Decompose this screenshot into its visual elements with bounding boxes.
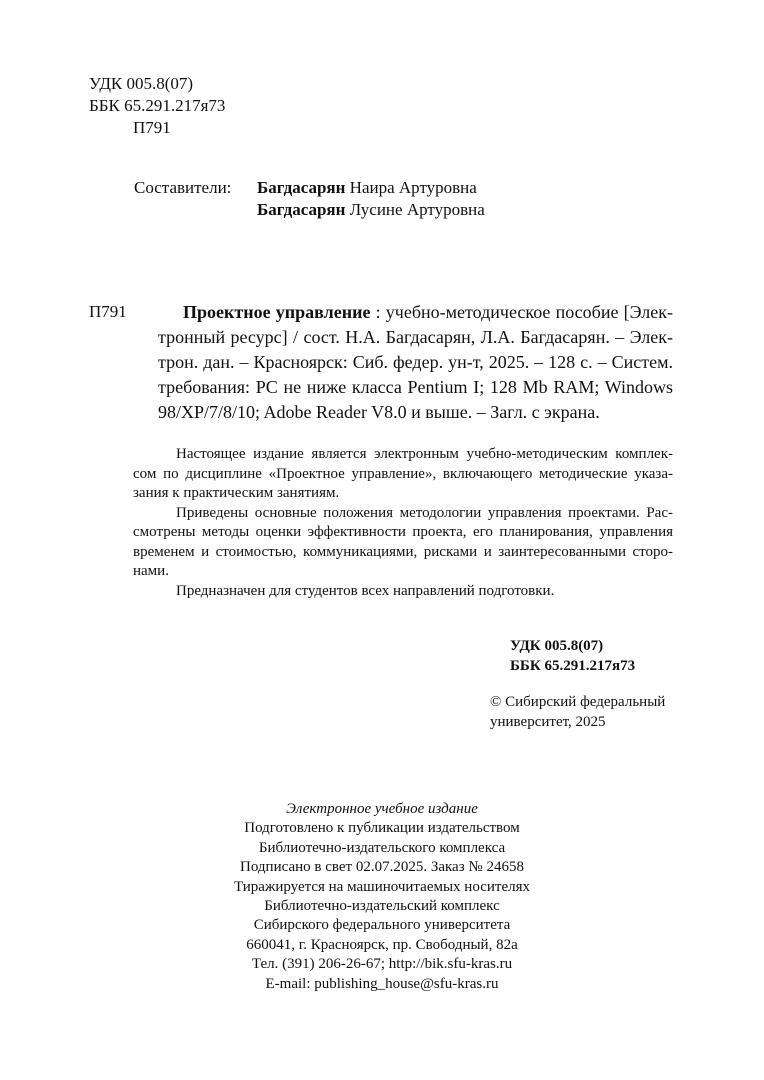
bbk-top: ББК 65.291.217я73 — [89, 96, 226, 115]
author-mark-top: П791 — [133, 118, 171, 137]
compiler-2-surname: Багдасарян — [257, 200, 346, 219]
imprint — [182, 800, 582, 994]
abstract-line: зания к практическим занятиям. — [133, 485, 340, 501]
abstract-line: Предназначен для студентов всех направлений подготовки. — [176, 582, 555, 599]
imprint-email: E-mail: publishing_house@sfu-kras.ru — [265, 975, 499, 992]
abstract-line: Приведены основные положения методологии управления проектами. Рас- — [176, 504, 673, 521]
abstract-line: сом по дисциплине «Проектное управление», включающего методические указа- — [133, 465, 673, 482]
biblio-line: 98/XP/7/8/10; Adobe Reader V8.0 и выше. – Загл. с экрана. — [158, 402, 600, 422]
udk-bottom: УДК 005.8(07) — [510, 638, 604, 654]
book-title: Проектное управление — [183, 302, 371, 322]
abstract-line: временем и стоимостью, коммуникациями, рисками и заинтересованными сторо- — [133, 543, 673, 560]
biblio-line: требования: PC не ниже класса Pentium I; 128 Mb RAM; Windows — [158, 377, 673, 397]
biblio-line-1 — [183, 300, 673, 325]
edition-type: Электронное учебное издание — [286, 801, 478, 817]
biblio-line-1-text: Проектное управление : учебно-методическое пособие [Элек- — [183, 302, 673, 322]
imprint-line: Подписано в свет 02.07.2025. Заказ № 24658 — [240, 859, 524, 876]
abstract-line: Настоящее издание является электронным учебно-методическим комплек- — [176, 446, 673, 462]
abstract-line: смотрены методы оценки эффективности проекта, его планирования, управления — [133, 524, 673, 540]
compiler-1 — [257, 178, 477, 198]
imprint-line: Библиотечно-издательского комплекса — [258, 839, 506, 856]
bbk-bottom: ББК 65.291.217я73 — [510, 658, 636, 674]
udk-top: УДК 005.8(07) — [89, 74, 194, 93]
imprint-line: 660041, г. Красноярск, пр. Свободный, 82а — [246, 936, 518, 953]
imprint-line: Библиотечно-издательский комплекс — [264, 898, 500, 915]
biblio-lines — [158, 325, 673, 425]
biblio-line: тронный ресурс] / сост. Н.А. Багдасарян, Л.А. Багдасарян. – Элек- — [158, 327, 673, 347]
compiler-2 — [257, 200, 485, 220]
imprint-line: Сибирского федерального университета — [253, 917, 511, 934]
compilers-label: Составители: — [134, 178, 232, 197]
imprint-line: Тел. (391) 206-26-67; http://bik.sfu-kras.ru — [251, 956, 513, 973]
copyright-line-1: © Сибирский федеральный — [490, 694, 666, 710]
imprint-line: Тиражируется на машиночитаемых носителях — [233, 878, 530, 895]
compiler-1-surname: Багдасарян — [257, 178, 346, 197]
author-mark-biblio: П791 — [89, 302, 127, 321]
compiler-2-name: Лусине Артуровна — [345, 200, 485, 219]
imprint-line: Подготовлено к публикации издательством — [244, 820, 520, 837]
copyright-line-2: университет, 2025 — [490, 714, 606, 730]
biblio-line: трон. дан. – Красноярск: Сиб. федер. ун-т, 2025. – 128 с. – Систем. — [158, 352, 673, 372]
abstract — [133, 445, 673, 601]
compiler-1-name: Наира Артуровна — [345, 178, 477, 197]
abstract-line: нами. — [133, 563, 169, 579]
